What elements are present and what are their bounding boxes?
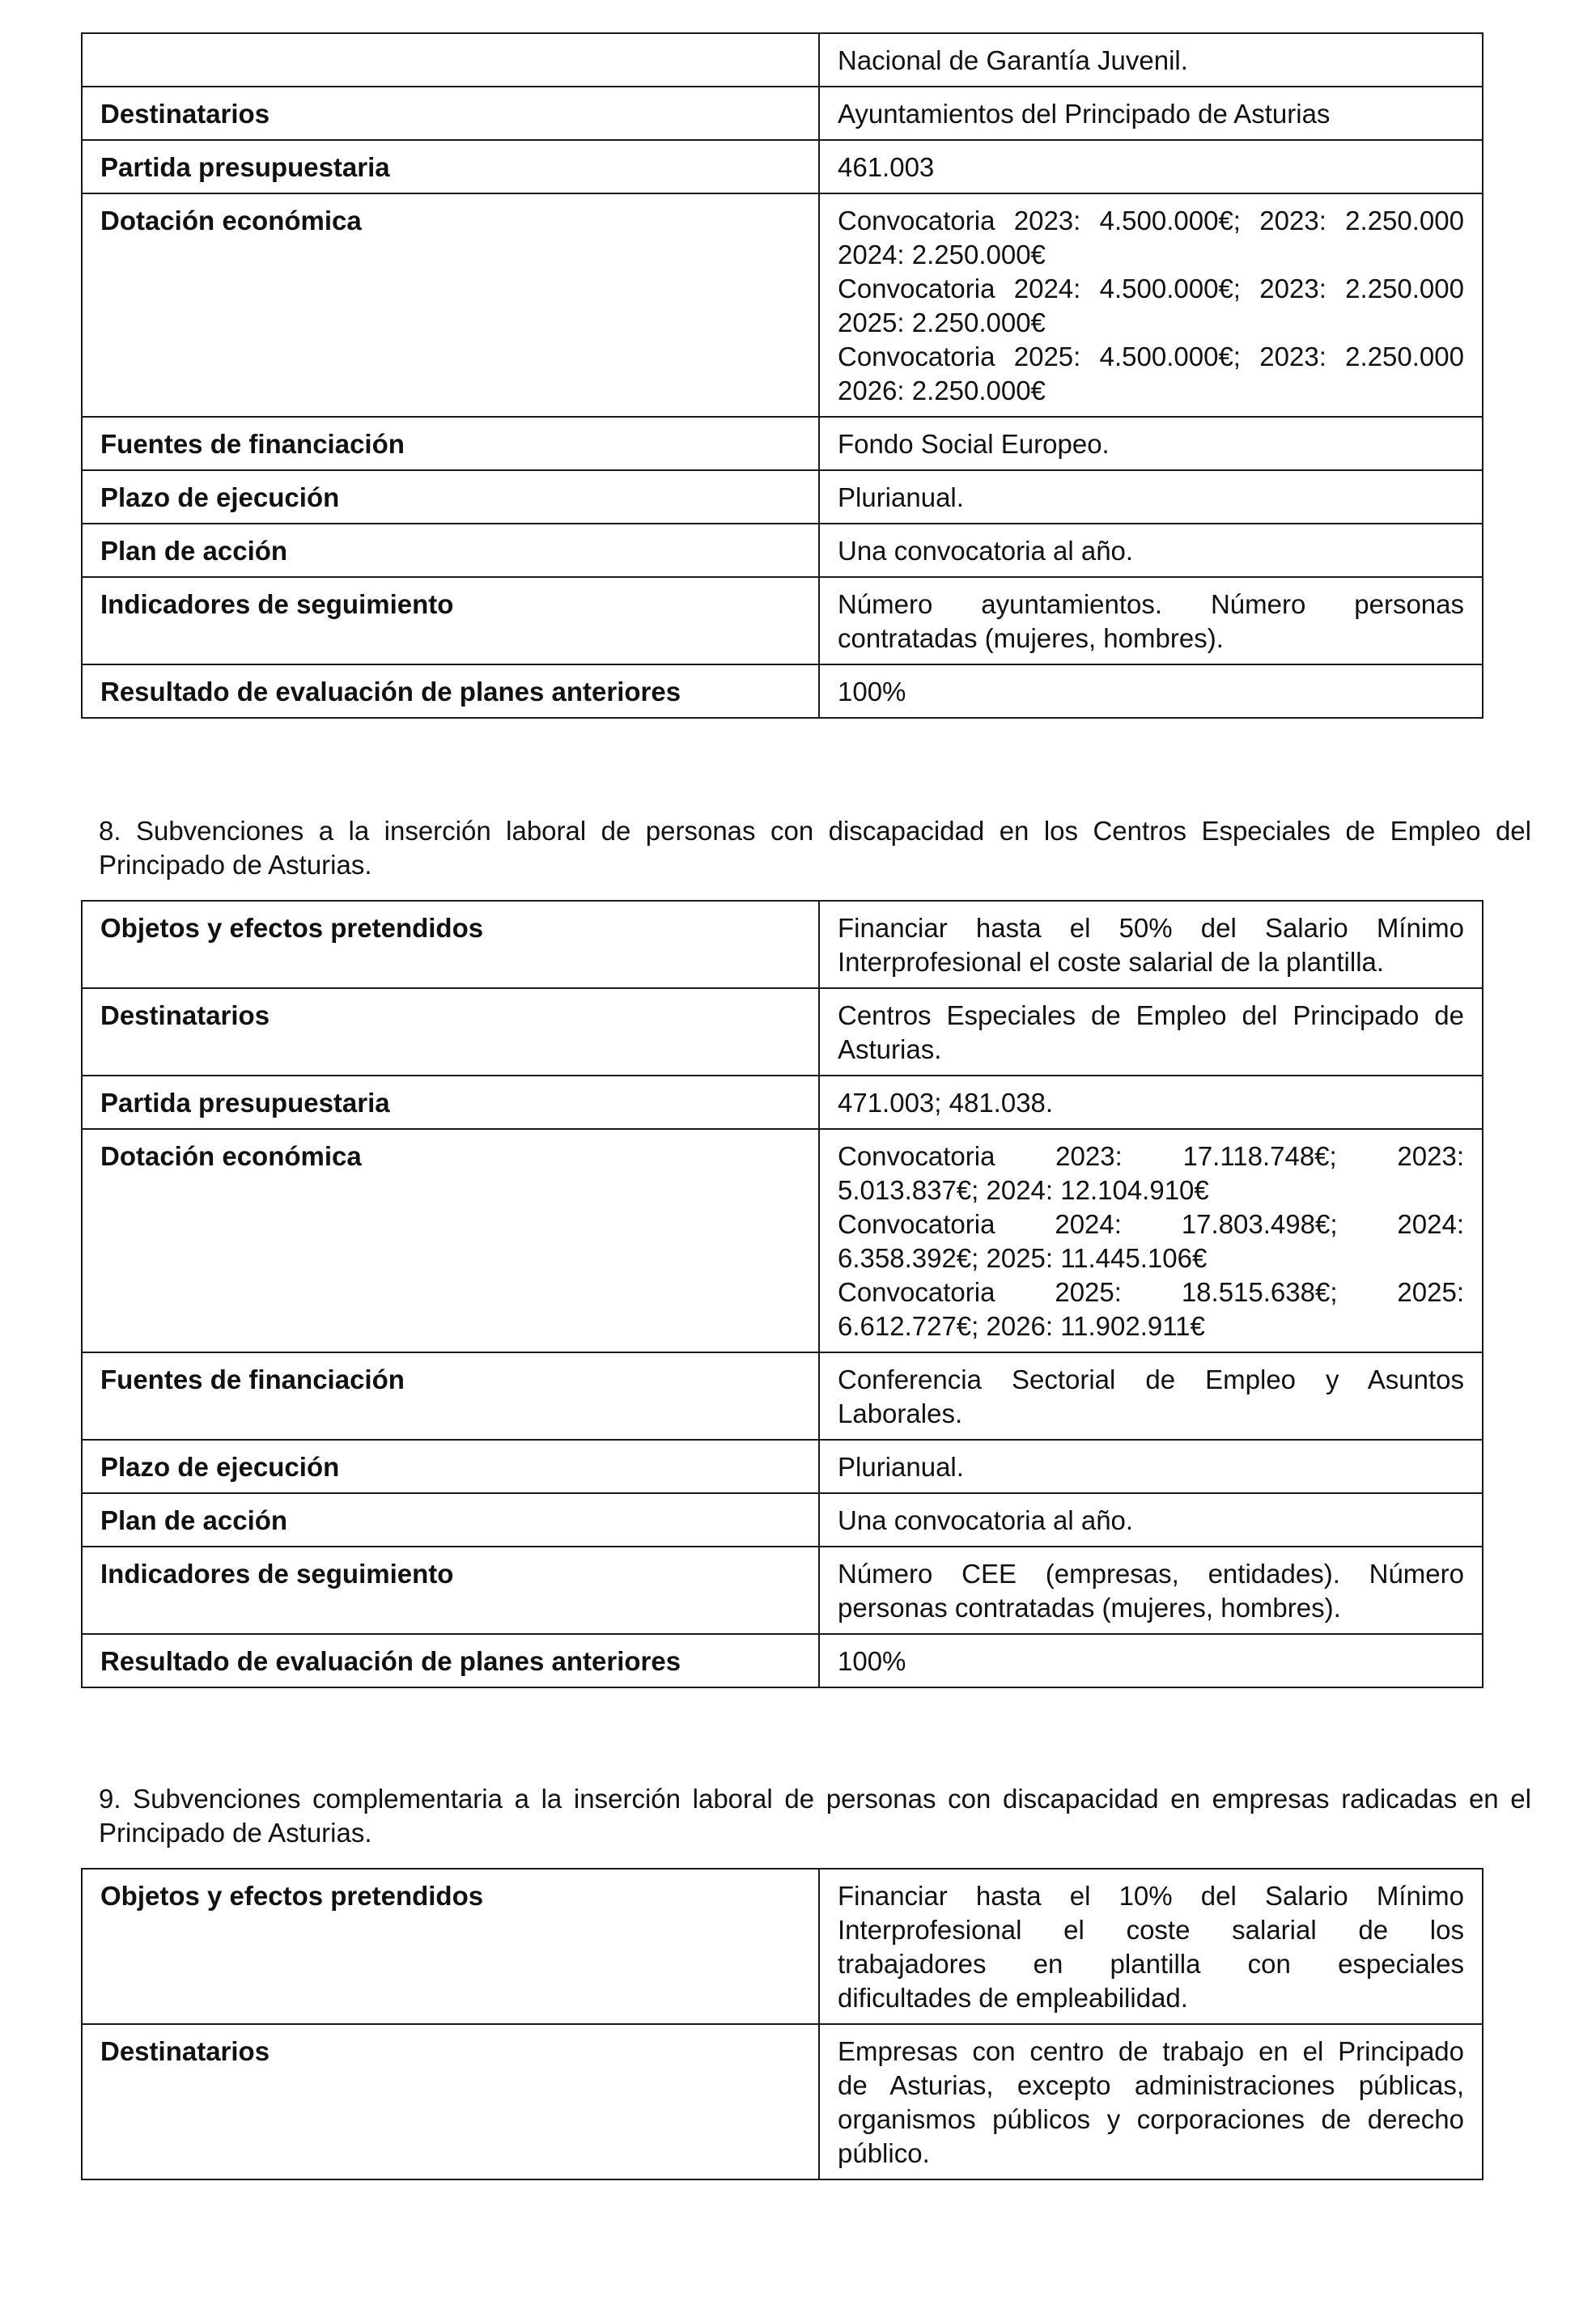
row-label: Plazo de ejecución (82, 1440, 819, 1493)
row-label: Plan de acción (82, 524, 819, 577)
table-row (82, 193, 1483, 417)
table-row (82, 988, 1483, 1076)
value-line: Número CEE (empresas, entidades). Número (838, 1559, 1464, 1589)
value-line: 5.013.837€; 2024: 12.104.910€ (838, 1175, 1209, 1205)
table-row (82, 1440, 1483, 1493)
section-heading-9: 9. Subvenciones complementaria a la inserción laboral de personas con discapacidad en empresas radicadas en el Principado de Asturias. (99, 1784, 1531, 1848)
value-line: dificultades de empleabilidad. (838, 1983, 1188, 2013)
value-line: trabajadores en plantilla con especiales (838, 1949, 1464, 1979)
table-row (82, 87, 1483, 140)
table-row (82, 901, 1483, 988)
section-heading-8: 8. Subvenciones a la inserción laboral de personas con discapacidad en los Centros Especiales de Empleo del Principado de Asturias. (99, 816, 1531, 880)
row-label: Plazo de ejecución (82, 470, 819, 524)
value-line: Interprofesional el coste salarial de los (838, 1915, 1464, 1945)
value-line: de Asturias, excepto administraciones públicas, (838, 2070, 1464, 2100)
row-value (819, 901, 1483, 988)
row-value (819, 1869, 1483, 2024)
row-value (819, 1493, 1483, 1547)
row-label: Fuentes de financiación (82, 417, 819, 470)
value-line: Nacional de Garantía Juvenil. (838, 45, 1188, 75)
program-7-table (81, 32, 1484, 719)
value-line: Convocatoria 2023: 17.118.748€; 2023: (838, 1141, 1464, 1171)
row-value (819, 140, 1483, 193)
value-line: 471.003; 481.038. (838, 1088, 1054, 1118)
value-line: Laborales. (838, 1398, 963, 1428)
value-line: Asturias. (838, 1034, 942, 1064)
row-label: Objetos y efectos pretendidos (82, 901, 819, 988)
value-line: organismos públicos y corporaciones de derecho (838, 2104, 1464, 2134)
value-line: 6.358.392€; 2025: 11.445.106€ (838, 1243, 1208, 1273)
table-row (82, 2024, 1483, 2179)
row-value (819, 2024, 1483, 2179)
table-row (82, 1869, 1483, 2024)
row-label: Destinatarios (82, 988, 819, 1076)
row-label: Indicadores de seguimiento (82, 577, 819, 664)
value-line: Plurianual. (838, 1452, 964, 1482)
value-line: Convocatoria 2024: 17.803.498€; 2024: (838, 1209, 1464, 1239)
row-value (819, 664, 1483, 718)
row-value (819, 1440, 1483, 1493)
table-row (82, 140, 1483, 193)
table-row (82, 524, 1483, 577)
row-label: Destinatarios (82, 2024, 819, 2179)
value-line: Una convocatoria al año. (838, 536, 1134, 566)
row-label: Objetos y efectos pretendidos (82, 1869, 819, 2024)
table-row (82, 33, 1483, 87)
value-line: Plurianual. (838, 482, 964, 512)
row-value (819, 417, 1483, 470)
row-label: Partida presupuestaria (82, 140, 819, 193)
program-8-table (81, 900, 1484, 1688)
row-value (819, 988, 1483, 1076)
table-row (82, 470, 1483, 524)
row-value (819, 524, 1483, 577)
row-value (819, 1547, 1483, 1634)
row-label: Partida presupuestaria (82, 1076, 819, 1129)
row-label: Dotación económica (82, 1129, 819, 1352)
table-row (82, 664, 1483, 718)
row-label: Destinatarios (82, 87, 819, 140)
value-line: Convocatoria 2025: 18.515.638€; 2025: (838, 1277, 1464, 1307)
row-value (819, 33, 1483, 87)
table-row (82, 577, 1483, 664)
table-row (82, 417, 1483, 470)
row-value (819, 1129, 1483, 1352)
value-line: 100% (838, 677, 906, 707)
row-label: Dotación económica (82, 193, 819, 417)
row-label: Resultado de evaluación de planes anteriores (82, 1634, 819, 1687)
value-line: Financiar hasta el 50% del Salario Mínimo (838, 913, 1464, 943)
table-row (82, 1076, 1483, 1129)
table-row (82, 1634, 1483, 1687)
value-line: 461.003 (838, 152, 935, 182)
row-label (82, 33, 819, 87)
value-line: Centros Especiales de Empleo del Principado de (838, 1000, 1464, 1030)
row-label: Resultado de evaluación de planes anteriores (82, 664, 819, 718)
value-line: Conferencia Sectorial de Empleo y Asuntos (838, 1364, 1464, 1394)
table-row (82, 1493, 1483, 1547)
row-value (819, 577, 1483, 664)
value-line: 100% (838, 1646, 906, 1676)
value-line: 2024: 2.250.000€ (838, 240, 1046, 269)
value-line: Convocatoria 2025: 4.500.000€; 2023: 2.250.000 (838, 342, 1464, 371)
value-line: personas contratadas (mujeres, hombres). (838, 1593, 1341, 1623)
table-row (82, 1547, 1483, 1634)
table-row (82, 1352, 1483, 1440)
row-value (819, 1352, 1483, 1440)
row-label: Plan de acción (82, 1493, 819, 1547)
value-line: Convocatoria 2024: 4.500.000€; 2023: 2.250.000 (838, 274, 1464, 303)
row-value (819, 1076, 1483, 1129)
value-line: Una convocatoria al año. (838, 1505, 1134, 1535)
value-line: Número ayuntamientos. Número personas (838, 589, 1464, 619)
value-line: contratadas (mujeres, hombres). (838, 623, 1224, 653)
program-9-table (81, 1868, 1484, 2180)
table-row (82, 1129, 1483, 1352)
value-line: Interprofesional el coste salarial de la plantilla. (838, 947, 1385, 977)
row-label: Fuentes de financiación (82, 1352, 819, 1440)
value-line: público. (838, 2138, 930, 2168)
value-line: Empresas con centro de trabajo en el Principado (838, 2036, 1464, 2066)
value-line: 6.612.727€; 2026: 11.902.911€ (838, 1311, 1205, 1341)
value-line: Convocatoria 2023: 4.500.000€; 2023: 2.250.000 (838, 206, 1464, 236)
row-value (819, 1634, 1483, 1687)
value-line: Fondo Social Europeo. (838, 429, 1110, 459)
row-value (819, 470, 1483, 524)
value-line: Ayuntamientos del Principado de Asturias (838, 99, 1331, 129)
row-value (819, 193, 1483, 417)
row-label: Indicadores de seguimiento (82, 1547, 819, 1634)
value-line: Financiar hasta el 10% del Salario Mínimo (838, 1881, 1464, 1911)
value-line: 2025: 2.250.000€ (838, 308, 1046, 337)
value-line: 2026: 2.250.000€ (838, 376, 1046, 405)
row-value (819, 87, 1483, 140)
